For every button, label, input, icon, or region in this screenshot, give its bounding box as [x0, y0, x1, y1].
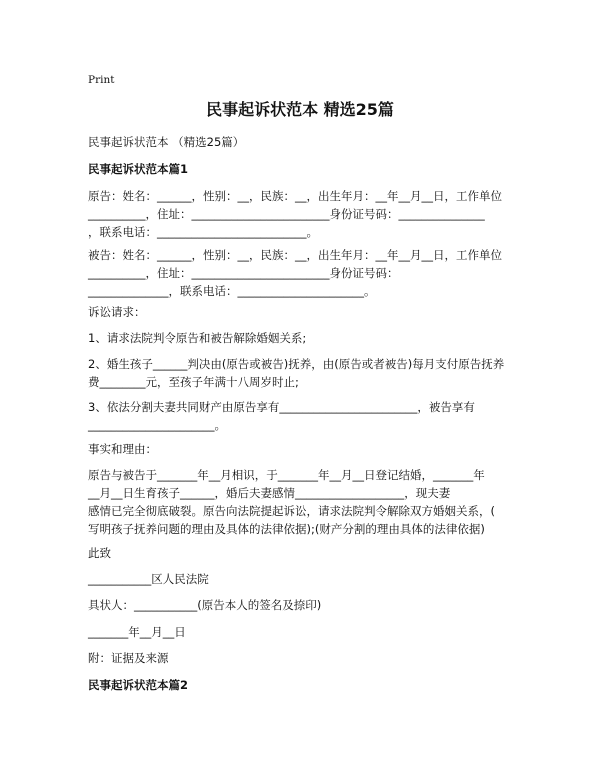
- page-title: 民事起诉状范本 精选25篇: [206, 100, 394, 119]
- attachment-line: 附：证据及来源: [88, 651, 169, 665]
- print-label: Print: [88, 74, 115, 86]
- facts-line-1: 原告与被告于_______年__月相识，于_______年__月__日登记结婚，_______年: [88, 468, 485, 482]
- date-line: _______年__月__日: [88, 625, 186, 639]
- signer-line: 具状人：___________(原告本人的签名及捺印): [88, 598, 322, 612]
- defendant-line-1: 被告：姓名：______，性别：__，民族：__，出生年月：__年__月__日，工作单位: [88, 248, 502, 262]
- section-heading-1: 民事起诉状范本篇1: [88, 162, 189, 176]
- plaintiff-line-2: __________，住址：________________________身份证号码：_______________: [88, 207, 485, 221]
- subtitle: 民事起诉状范本 （精选25篇）: [88, 135, 245, 149]
- facts-line-2: __月__日生育孩子______，婚后夫妻感情___________________，现夫妻: [88, 486, 451, 500]
- plaintiff-line-3: ，联系电话：__________________________。: [88, 225, 318, 239]
- court-line: ___________区人民法院: [88, 572, 209, 586]
- defendant-line-3: ______________，联系电话：______________________。: [88, 284, 376, 298]
- claim-3-line-2: ______________________。: [88, 418, 226, 432]
- claims-heading: 诉讼请求：: [88, 305, 146, 319]
- plaintiff-line-1: 原告：姓名：______，性别：__，民族：__，出生年月：__年__月__日，工作单位: [88, 189, 502, 203]
- closing-text: 此致: [88, 546, 111, 560]
- claim-2-line-2: 费________元，至孩子年满十八周岁时止;: [88, 375, 299, 389]
- facts-line-3: 感情已完全彻底破裂。原告向法院提起诉讼，请求法院判令解除双方婚姻关系，(: [88, 504, 495, 518]
- claim-2-line-1: 2、婚生孩子______判决由(原告或被告)抚养，由(原告或者被告)每月支付原告抚养: [88, 357, 505, 371]
- facts-line-4: 写明孩子抚养问题的理由及具体的法律依据);(财产分割的理由具体的法律依据): [88, 522, 485, 536]
- claim-1: 1、请求法院判令原告和被告解除婚姻关系;: [88, 331, 307, 345]
- defendant-line-2: __________，住址：________________________身份证号码：: [88, 266, 399, 280]
- claim-3-line-1: 3、依法分割夫妻共同财产由原告享有________________________，被告享有: [88, 400, 475, 414]
- section-heading-2: 民事起诉状范本篇2: [88, 678, 189, 692]
- facts-heading: 事实和理由：: [88, 442, 157, 456]
